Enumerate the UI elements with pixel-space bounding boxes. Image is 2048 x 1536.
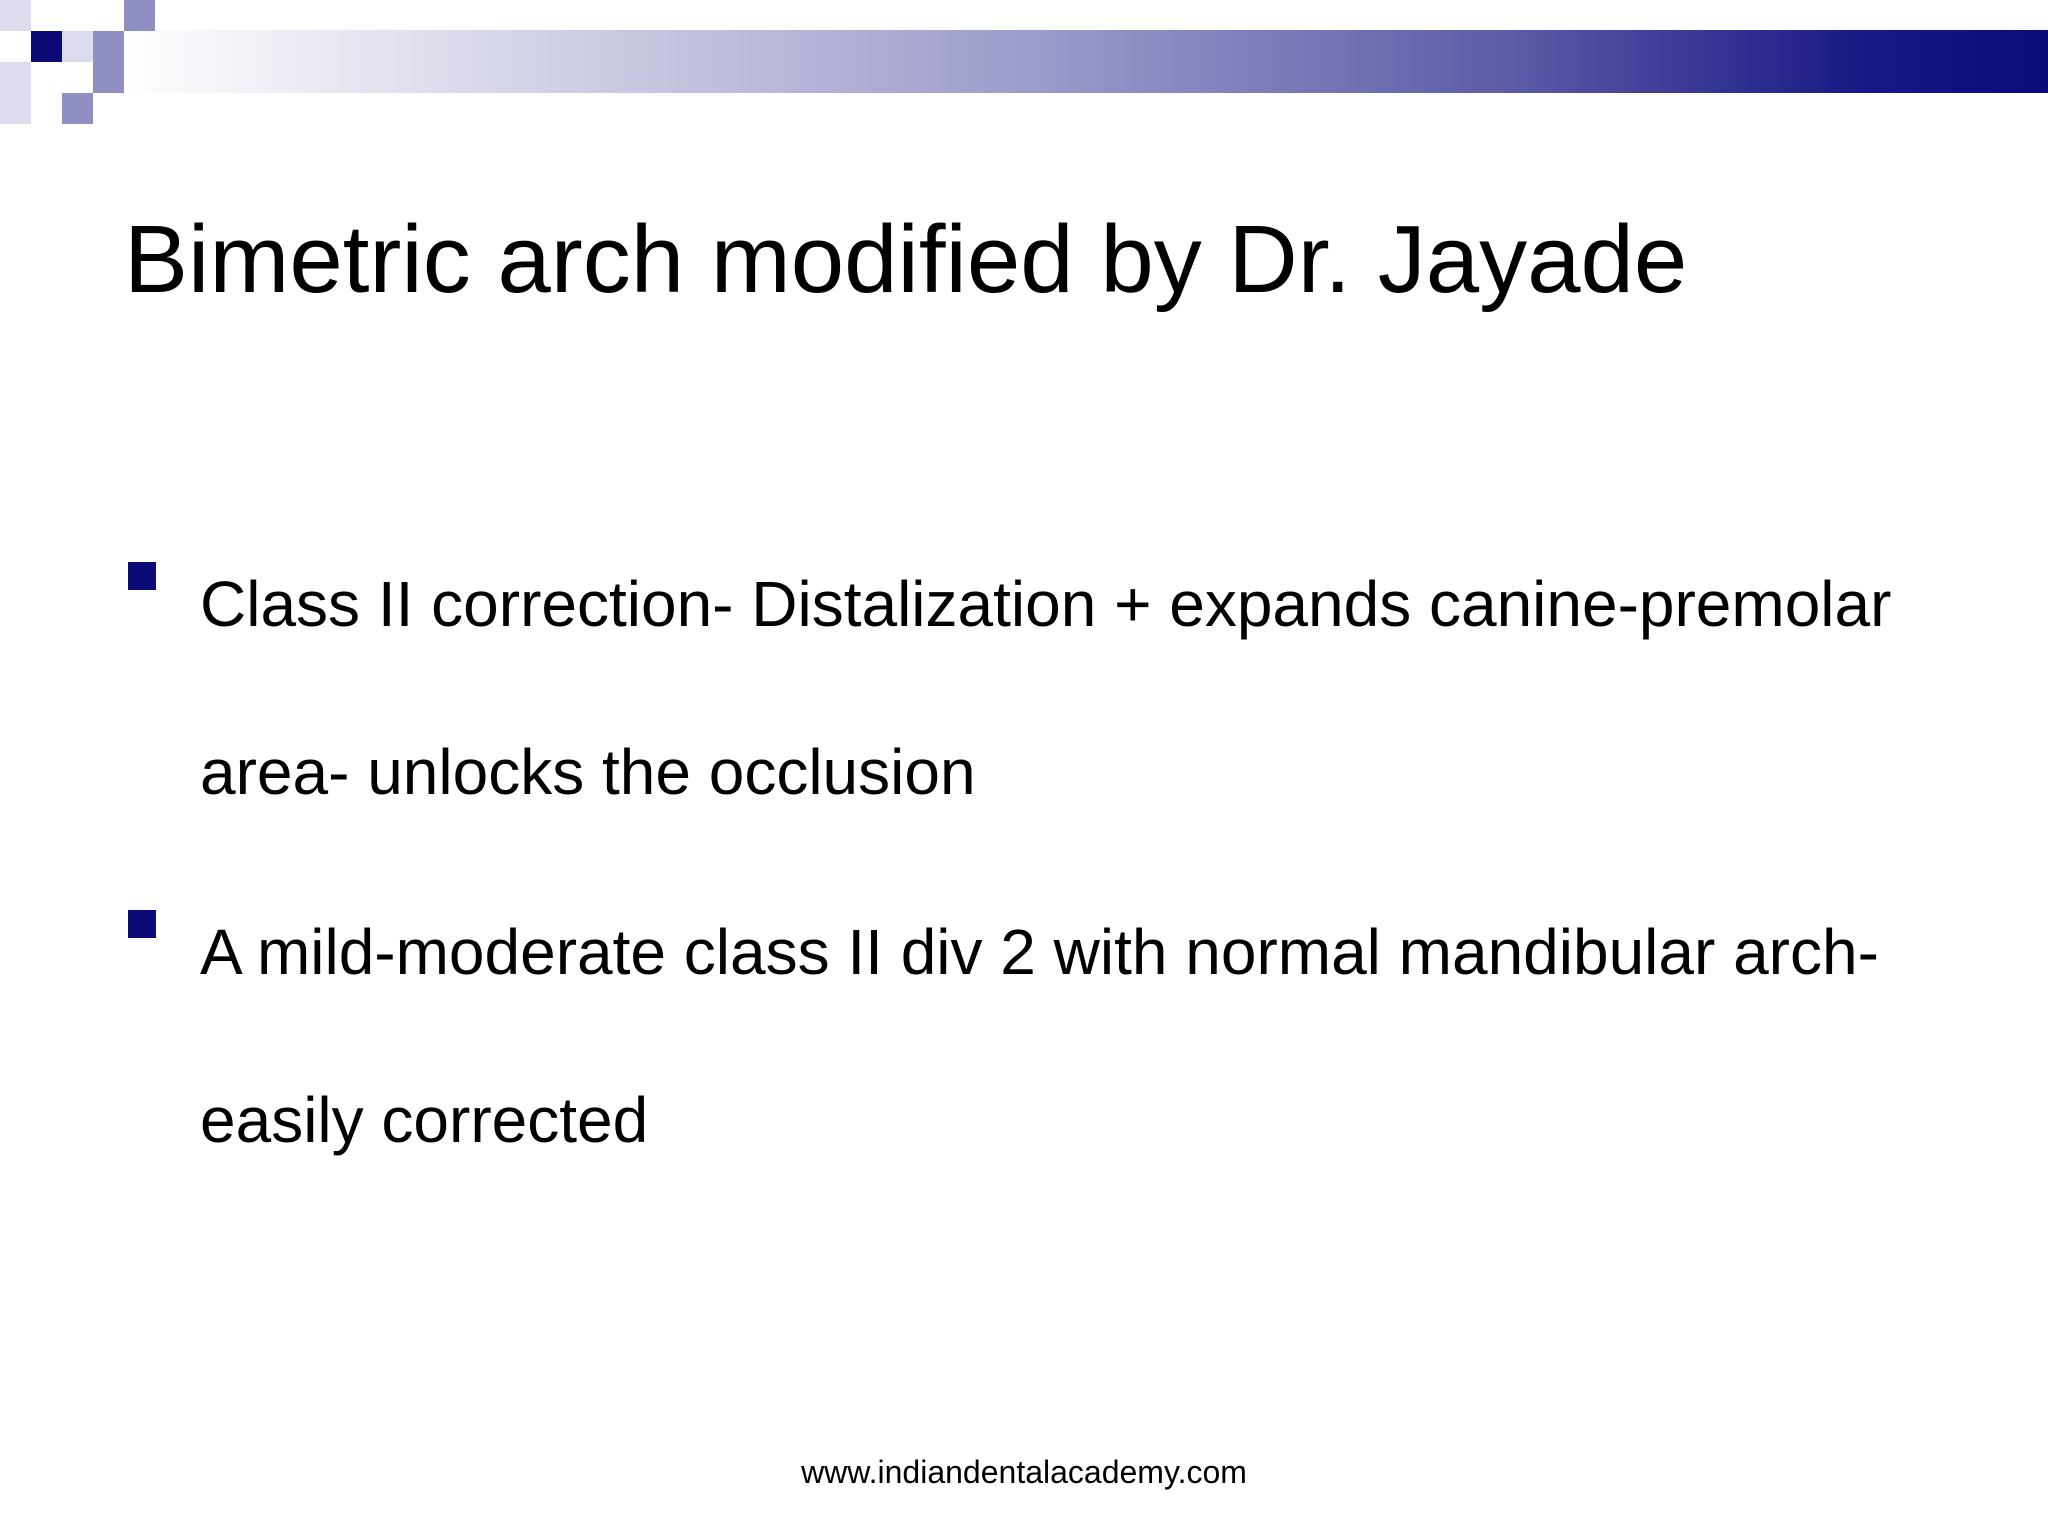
header-gradient-bar (120, 30, 2048, 93)
square-bullet-icon (128, 910, 156, 938)
square-bullet-icon (128, 562, 156, 590)
bullet-item (124, 520, 1964, 856)
checker-square (124, 0, 155, 31)
checker-square (31, 0, 62, 31)
checker-square (0, 93, 31, 124)
footer-url: www.indiandentalacademy.com (801, 1454, 1247, 1490)
bullet-list (124, 520, 1964, 1216)
checker-square (0, 62, 31, 93)
bullet-text: A mild-moderate class II div 2 with normal mandibular arch-easily corrected (200, 916, 1879, 1156)
checker-square (93, 31, 124, 62)
checker-square (62, 93, 93, 124)
checker-square (0, 0, 31, 31)
checker-square (31, 31, 62, 62)
checker-square (62, 31, 93, 62)
bullet-item (124, 868, 1964, 1204)
checker-square (62, 0, 93, 31)
bullet-text: Class II correction- Distalization + expands canine-premolar area- unlocks the occlusion (200, 568, 1892, 808)
checker-square (93, 62, 124, 93)
slide-title: Bimetric arch modified by Dr. Jayade (124, 206, 1688, 313)
